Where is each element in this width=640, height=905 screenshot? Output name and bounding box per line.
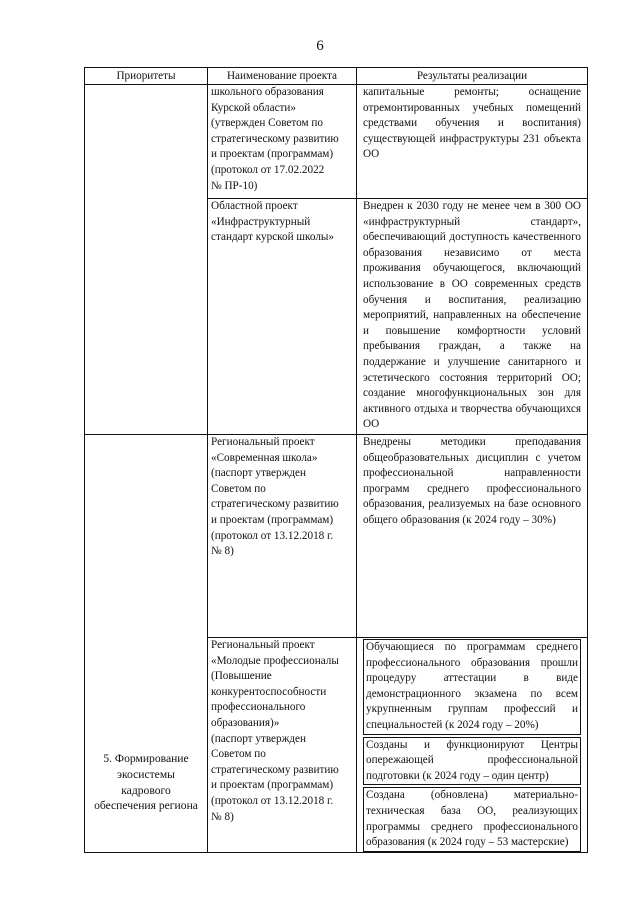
project-line: (Повышение xyxy=(211,670,272,683)
result-cell xyxy=(357,435,588,638)
priority-cell-empty xyxy=(85,85,208,435)
project-name-cell xyxy=(208,85,357,199)
project-line: школьного образования xyxy=(211,86,324,98)
result-text: Внедрен к 2030 году не менее чем в 300 ОО «инфраструктурный стандарт», обеспечивающий доступность качественного образования независимо от места проживания обучающегося, включающий использование в ОО современных средств обучения и воспитания, реализацию мероприятий, направленных на обеспечение и повышение комфортности условий пребывания граждан, а также на поддержание и улучшение санитарного и эстетического состояния территорий ОО; создание многофункциональных зон для активного отдыха и творчества обучающихся ОО xyxy=(363,200,581,431)
project-line: стратегическому развитию xyxy=(211,763,339,776)
result-text: Обучающиеся по программам среднего профессионального образования прошли процедуру аттестации в виде демонстрационного экзамена по всем укрупненным группам профессий и специальностей (к 2024 году – 20%) xyxy=(366,641,578,731)
result-text: Внедрены методики преподавания общеобразовательных дисциплин с учетом профессиональной направленности программ среднего профессионального образования, реализуемых на базе основного общего образования (к 2024 году – 30%) xyxy=(363,436,581,526)
project-line: Региональный проект xyxy=(211,639,315,651)
table-header-row xyxy=(85,68,588,85)
result-text: Создана (обновлена) материально-техническая база ОО, реализующих программы среднего профессионального образования (к 2024 году – 53 мастерские) xyxy=(366,789,578,849)
result-subcell xyxy=(363,787,581,851)
priority-line: обеспечения региона xyxy=(94,799,198,813)
priority-line: 5. Формирование xyxy=(103,752,189,766)
project-line: стандарт курской школы» xyxy=(211,231,335,244)
result-cell xyxy=(357,638,588,853)
header-results: Результаты реализации xyxy=(357,68,588,85)
project-line: стратегическому развитию xyxy=(211,132,339,145)
table-row xyxy=(85,435,588,638)
project-line: образования)» xyxy=(211,716,280,729)
project-line: № 8) xyxy=(211,810,234,823)
project-line: и проектам (программам) xyxy=(211,148,334,161)
project-line: и проектам (программам) xyxy=(211,779,334,792)
project-line: № 8) xyxy=(211,545,234,558)
project-line: профессионального xyxy=(211,701,306,714)
project-line: «Современная школа» xyxy=(211,451,318,464)
projects-table xyxy=(84,67,588,853)
header-priorities: Приоритеты xyxy=(85,68,208,85)
project-line: (паспорт утвержден xyxy=(211,467,306,480)
project-line: (утвержден Советом по xyxy=(211,117,323,130)
priority-line: кадрового xyxy=(121,783,171,797)
project-name-cell xyxy=(208,199,357,435)
project-line: Курской области» xyxy=(211,101,297,114)
project-line: «Молодые профессионалы xyxy=(211,654,339,667)
project-line: (протокол от 13.12.2018 г. xyxy=(211,529,334,542)
result-subcell xyxy=(363,639,581,735)
project-line: Областной проект xyxy=(211,200,298,212)
header-project-name: Наименование проекта xyxy=(208,68,357,85)
page-number: 6 xyxy=(316,38,324,54)
table-row xyxy=(85,85,588,199)
project-line: стратегическому развитию xyxy=(211,498,339,511)
project-line: Региональный проект xyxy=(211,436,315,448)
project-line: и проектам (программам) xyxy=(211,513,334,526)
result-text: капитальные ремонты; оснащение отремонтированных учебных помещений средствами обучения и воспитания) существующей инфраструктуры 231 объекта ОО xyxy=(363,86,581,161)
project-line: (паспорт утвержден xyxy=(211,732,306,745)
result-cell xyxy=(357,199,588,435)
project-line: (протокол от 13.12.2018 г. xyxy=(211,794,334,807)
project-name-cell xyxy=(208,638,357,853)
result-text: Созданы и функционируют Центры опережающей профессиональной подготовки (к 2024 году – один центр) xyxy=(366,738,578,782)
project-line: Советом по xyxy=(211,482,266,495)
project-line: № ПР-10) xyxy=(211,179,258,192)
priority-cell xyxy=(85,435,208,853)
project-line: «Инфраструктурный xyxy=(211,215,311,228)
result-cell xyxy=(357,85,588,199)
priority-line: экосистемы xyxy=(117,767,175,781)
result-subcell xyxy=(363,737,581,786)
project-name-cell xyxy=(208,435,357,638)
project-line: конкурентоспособности xyxy=(211,685,327,698)
project-line: (протокол от 17.02.2022 xyxy=(211,163,325,176)
project-line: Советом по xyxy=(211,748,266,761)
